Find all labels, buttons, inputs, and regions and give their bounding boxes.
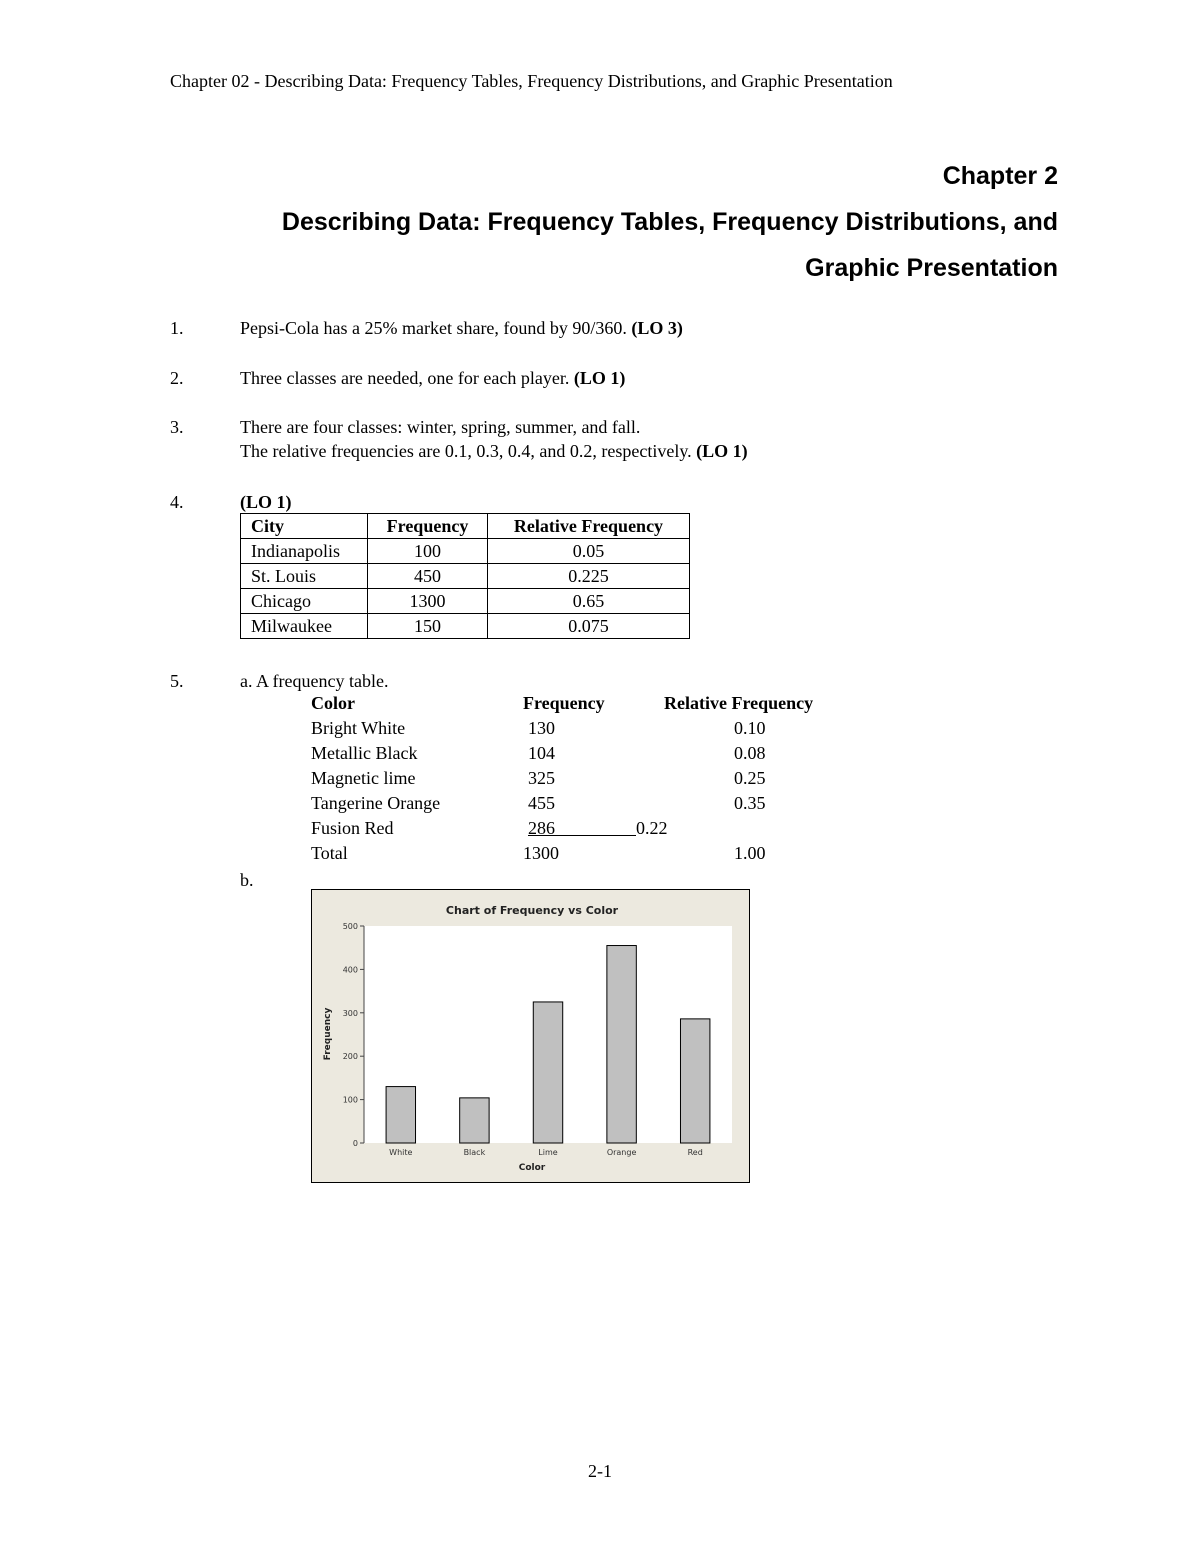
x-tick-label: Lime [538, 1148, 558, 1157]
table-row [241, 589, 690, 614]
column-header: Relative Frequency [664, 693, 814, 713]
chapter-number: Chapter 2 [942, 162, 1058, 190]
color-cell: Bright White [311, 718, 406, 738]
x-tick-label: Orange [606, 1148, 637, 1157]
y-tick-label: 0 [352, 1139, 358, 1148]
relative-frequency-cell: 0.25 [734, 768, 766, 788]
x-axis-ticks [389, 1148, 703, 1157]
relative-frequency-cell: 0.35 [734, 793, 766, 813]
table-header-row [241, 514, 690, 539]
color-cell: Metallic Black [311, 743, 418, 763]
answer-text: The relative frequencies are 0.1, 0.3, 0.4, and 0.2, respectively. [240, 441, 692, 461]
column-header: Color [311, 693, 355, 713]
relative-frequency-cell: 0.65 [488, 589, 690, 614]
y-tick-label: 100 [342, 1095, 358, 1105]
relative-frequency-cell: 0.05 [488, 539, 690, 564]
frequency-cell: 130 [528, 718, 555, 738]
frequency-value: 286 [528, 818, 555, 838]
running-header: Chapter 02 - Describing Data: Frequency Tables, Frequency Distributions, and Graphic Presentation [170, 71, 893, 91]
answer-3-text-line-1: There are four classes: winter, spring, summer, and fall. [240, 417, 641, 437]
y-axis-label: Frequency [323, 1007, 333, 1061]
answer-number: 4. [170, 492, 184, 512]
x-tick-label: Red [687, 1148, 703, 1157]
lo-reference: (LO 1) [696, 441, 748, 461]
total-relative-frequency: 1.00 [734, 843, 766, 863]
answer-number: 5. [170, 671, 184, 691]
part-a-label: a. A frequency table. [240, 671, 389, 691]
color-cell: Tangerine Orange [311, 793, 441, 813]
frequency-cell: 1300 [368, 589, 488, 614]
column-header: Frequency [523, 693, 605, 713]
column-header: Relative Frequency [488, 514, 690, 539]
city-cell: Milwaukee [241, 614, 368, 639]
answer-2-text [240, 366, 625, 390]
bar-red [680, 1019, 709, 1143]
lo-reference: (LO 1) [573, 368, 626, 388]
frequency-cell: 100 [368, 539, 488, 564]
bar-lime [533, 1002, 562, 1143]
color-cell: Magnetic lime [311, 768, 416, 788]
bar-orange [607, 946, 636, 1143]
total-label: Total [311, 843, 348, 863]
y-tick-label: 300 [342, 1008, 358, 1018]
chapter-title-line-1: Describing Data: Frequency Tables, Frequency Distributions, and [281, 208, 1058, 236]
y-axis-ticks [343, 922, 364, 1148]
column-header: City [241, 514, 368, 539]
y-tick-label: 200 [342, 1052, 358, 1062]
relative-frequency-cell: 0.10 [734, 718, 766, 738]
frequency-cell: 450 [368, 564, 488, 589]
relative-frequency-cell: 0.075 [488, 614, 690, 639]
city-cell: Indianapolis [241, 539, 368, 564]
part-b-label: b. [240, 870, 254, 890]
frequency-cell [528, 818, 668, 839]
frequency-cell: 325 [528, 768, 555, 788]
answer-number: 2. [170, 368, 184, 388]
frequency-cell: 455 [528, 793, 555, 813]
answer-1-text [240, 316, 683, 340]
page-number: 2-1 [588, 1461, 612, 1481]
bar-white [386, 1087, 415, 1143]
city-cell: Chicago [241, 589, 368, 614]
x-axis-label: Color [518, 1163, 546, 1173]
relative-frequency-cell: 0.08 [734, 743, 766, 763]
bar-chart-frame [311, 889, 750, 1183]
x-tick-label: Black [463, 1148, 486, 1157]
column-header: Frequency [368, 514, 488, 539]
frequency-bar-chart [312, 890, 748, 1181]
chapter-title-line-2: Graphic Presentation [805, 254, 1058, 282]
x-tick-label: White [389, 1148, 413, 1157]
color-cell: Fusion Red [311, 818, 394, 838]
answer-3-text-line-2 [240, 439, 748, 463]
answer-text: Pepsi-Cola has a 25% market share, found by 90/360. [240, 318, 627, 338]
table-row [241, 614, 690, 639]
lo-reference: (LO 1) [240, 492, 292, 512]
total-frequency: 1300 [523, 843, 559, 863]
table-row [241, 564, 690, 589]
city-frequency-table [240, 513, 690, 639]
y-tick-label: 500 [342, 922, 358, 931]
frequency-cell: 104 [528, 743, 555, 763]
chapter-title-block [282, 153, 1058, 291]
bar-black [460, 1098, 489, 1143]
table-row [241, 539, 690, 564]
chart-title: Chart of Frequency vs Color [445, 904, 619, 917]
answer-number: 1. [170, 318, 184, 338]
answer-number: 3. [170, 417, 184, 437]
frequency-cell: 150 [368, 614, 488, 639]
relative-frequency-cell: 0.225 [488, 564, 690, 589]
relative-frequency-value: 0.22 [636, 818, 668, 838]
lo-reference: (LO 3) [631, 318, 683, 338]
answer-text: Three classes are needed, one for each player. [240, 368, 570, 388]
city-cell: St. Louis [241, 564, 368, 589]
y-tick-label: 400 [342, 965, 358, 975]
